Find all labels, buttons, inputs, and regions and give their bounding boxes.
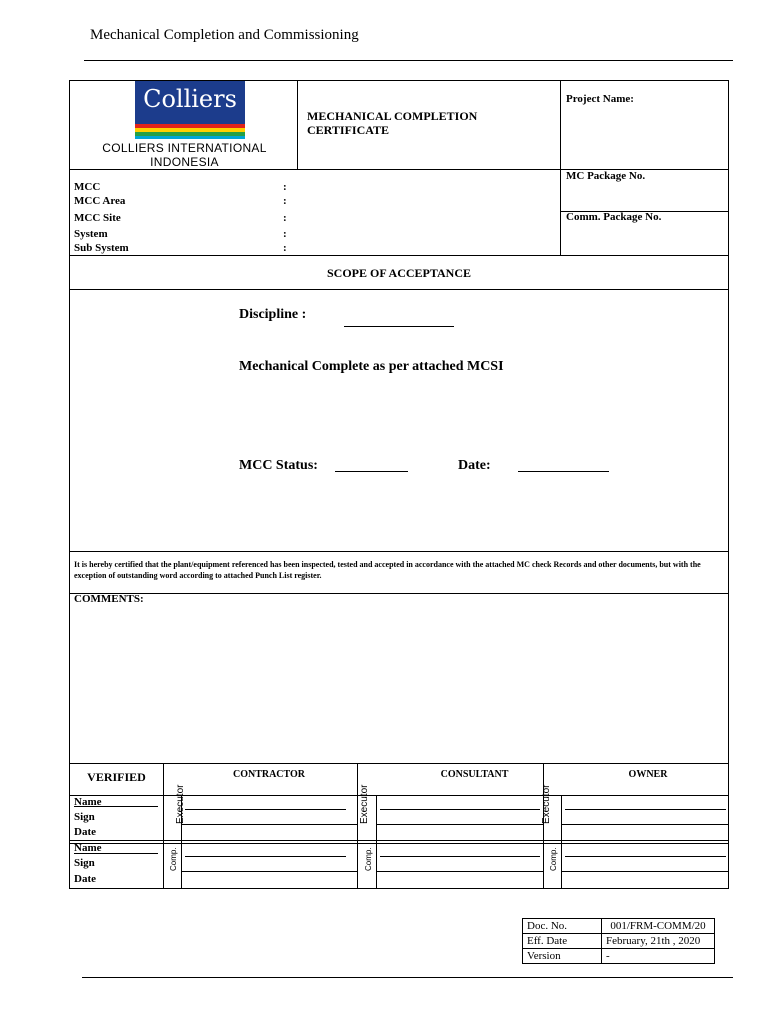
doc-no-label: Doc. No. — [523, 919, 602, 934]
version-label: Version — [523, 949, 602, 964]
mechanical-complete-text: Mechanical Complete as per attached MCSI — [239, 359, 504, 374]
comments-label: COMMENTS: — [74, 593, 144, 605]
mcc-site-label: MCC Site — [74, 212, 121, 224]
version-value: - — [602, 949, 715, 964]
owner-comp-name-line[interactable] — [565, 856, 726, 857]
scope-heading: SCOPE OF ACCEPTANCE — [326, 266, 471, 280]
owner-heading: OWNER — [628, 769, 668, 780]
eff-date-value: February, 21th , 2020 — [602, 934, 715, 949]
discipline-label: Discipline : — [239, 307, 307, 322]
mc-package-label: MC Package No. — [566, 170, 646, 182]
executor-date-label: Date — [74, 826, 96, 838]
consultant-comp-label: Comp. — [364, 847, 373, 871]
comp-sign-label: Sign — [74, 857, 95, 869]
consultant-executor-name-line[interactable] — [380, 809, 540, 810]
header-rule — [84, 60, 733, 61]
certification-statement: It is hereby certified that the plant/equipment referenced has been inspected, tested and accepted in accordance with the attached MC check Records and other documents, but with the exception of outstanding word according to attached Punch List register. — [74, 560, 701, 580]
certificate-title: MECHANICAL COMPLETION CERTIFICATE — [307, 109, 478, 137]
footer-rule — [82, 977, 733, 978]
form-frame — [69, 80, 729, 889]
discipline-line[interactable] — [344, 326, 454, 327]
sub-system-label: Sub System — [74, 242, 129, 254]
date-label: Date: — [458, 458, 491, 473]
contractor-executor-label: Executor — [175, 784, 186, 824]
mcc-area-label: MCC Area — [74, 195, 126, 207]
mcc-status-line[interactable] — [335, 471, 408, 472]
comp-name-label: Name — [74, 842, 102, 854]
system-label: System — [74, 228, 108, 240]
contractor-executor-name-line[interactable] — [185, 809, 346, 810]
contractor-comp-label: Comp. — [169, 847, 178, 871]
project-name-label: Project Name: — [566, 93, 634, 105]
comp-date-label: Date — [74, 873, 96, 885]
company-name: COLLIERS INTERNATIONAL INDONESIA — [102, 141, 267, 169]
doc-no-value: 001/FRM-COMM/20 — [602, 919, 715, 934]
consultant-heading: CONSULTANT — [440, 769, 509, 780]
contractor-heading: CONTRACTOR — [232, 769, 306, 780]
logo-wordmark: Colliers — [143, 85, 237, 113]
colliers-logo — [135, 81, 245, 139]
executor-name-label: Name — [74, 796, 102, 808]
mcc-label: MCC — [74, 181, 101, 193]
owner-comp-label: Comp. — [549, 847, 558, 871]
comm-package-label: Comm. Package No. — [566, 211, 662, 223]
page-header-title: Mechanical Completion and Commissioning — [90, 27, 359, 43]
document-meta-table — [522, 918, 715, 964]
contractor-comp-name-line[interactable] — [185, 856, 346, 857]
owner-executor-name-line[interactable] — [565, 809, 726, 810]
consultant-executor-label: Executor — [359, 784, 370, 824]
verified-label: VERIFIED — [87, 770, 146, 784]
owner-executor-label: Executor — [541, 784, 552, 824]
date-line[interactable] — [518, 471, 609, 472]
executor-sign-label: Sign — [74, 811, 95, 823]
eff-date-label: Eff. Date — [523, 934, 602, 949]
consultant-comp-name-line[interactable] — [380, 856, 540, 857]
mcc-status-label: MCC Status: — [239, 458, 318, 473]
